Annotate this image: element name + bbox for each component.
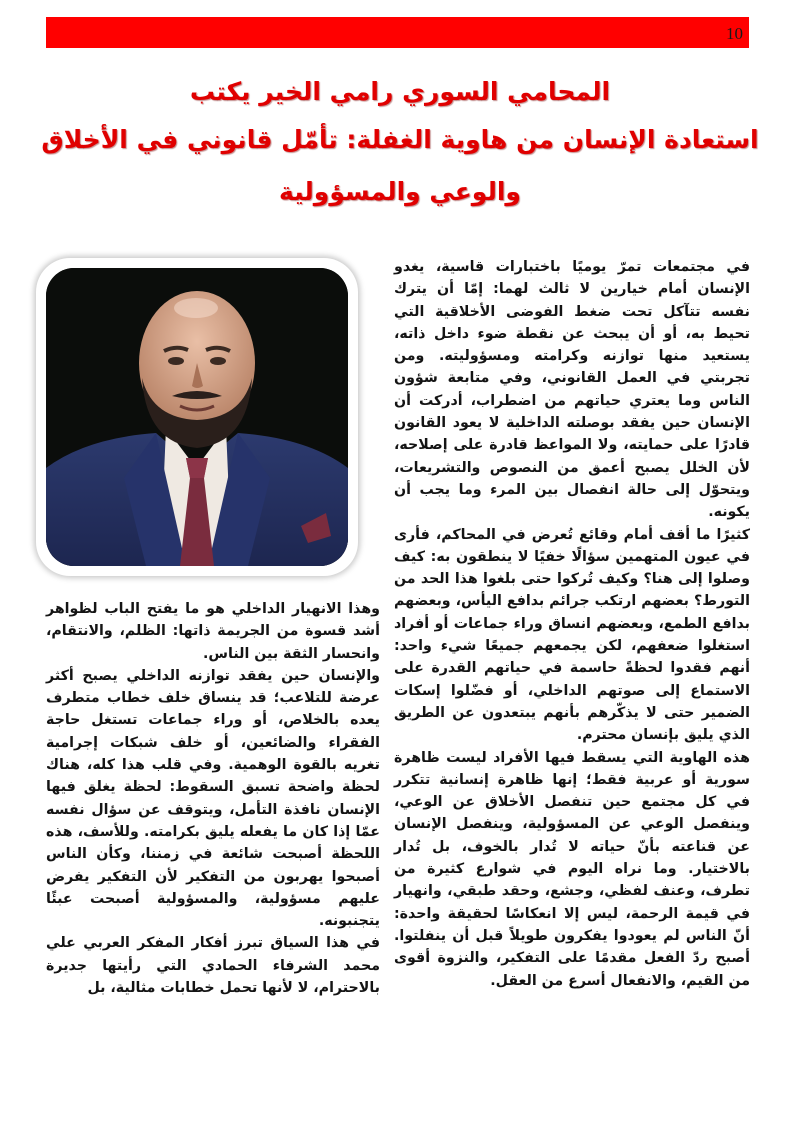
article-titles [40,70,760,218]
article-column-left [46,598,380,999]
paragraph: في مجتمعات تمرّ يوميًا باختبارات قاسية، يغدو الإنسان أمام خيارين لا ثالث لهما: إمّا أن يترك نفسه تتآكل تحت ضغط الفوضى الأخلاقية التي تحيط به، أو أن يبحث عن نقطة ضوء داخل ذاته، يستعيد منها توازنه وكرامته ومسؤوليته. ومن تجربتي في العمل القانوني، وفي متابعة شؤون الناس وما يعتري حياتهم من اضطراب، أدركت أن الإنسان حين يفقد بوصلته الداخلية لا يعود القانون قادرًا على حمايته، ولا المواعظ قادرة على إصلاحه، لأن الخلل يصبح أعمق من النصوص والتشريعات، ويتحوّل إلى حالة انفصال بين المرء وما يجب أن يكونه. [394,259,750,521]
paragraph: والإنسان حين يفقد توازنه الداخلي يصبح أكثر عرضة للتلاعب؛ قد ينساق خلف خطاب متطرف يعده بالخلاص، أو وراء جماعات تستغل حاجة الفقراء والضائعين، أو خلف شبكات إجرامية تغريه بالقوة الوهمية. وفي قلب هذا كله، هناك لحظة واضحة تسبق السقوط: لحظة يغلق فيها الإنسان نافذة التأمل، ويتوقف عن سؤال نفسه عمّا إذا كان ما يفعله يليق بكرامته. وللأسف، هذه اللحظة أصبحت شائعة في زمننا، وكأن الناس أصبحوا يهربون من التفكير لأن التفكير يفرض عليهم مسؤولية، والمسؤولية أصبحت عبئًا يتجنبونه. [46,667,380,930]
page-number: 10 [726,24,743,43]
article-column-right [394,256,750,992]
author-photo [46,268,348,566]
paragraph: في هذا السياق تبرز أفكار المفكر العربي علي محمد الشرفاء الحمادي التي رأيتها جديرة بالاحترام، لا لأنها تحمل خطابات مثالية، بل [46,935,380,997]
article-title-line-2: والوعي والمسؤولية [279,177,521,206]
author-headline: المحامي السوري رامي الخير يكتب [189,77,611,106]
paragraph: وهذا الانهيار الداخلي هو ما يفتح الباب لظواهر أشد قسوة من الجريمة ذاتها: الظلم، والانتقام، وانحسار الثقة بين الناس. [46,601,380,662]
author-photo-frame [36,258,358,576]
paragraph: هذه الهاوية التي يسقط فيها الأفراد ليست ظاهرة سورية أو عربية فقط؛ إنها ظاهرة إنسانية تتكرر في كل مجتمع حين تنفصل الأخلاق عن الوعي، وينفصل الوعي عن المسؤولية، وينفصل الإنسان عن قناعته بأنّ حياته لا تُدار بالخوف، بل تُدار بالاختيار. وما نراه اليوم في شوارع كثيرة من تطرف، وعنف لفظي، وجشع، وحقد طبقي، وانهيار في قيمة الرحمة، ليس إلا انعكاسًا لحقيقة واحدة: أنّ الناس لم يعودوا يفكرون طويلاً قبل أن ينفلتوا. أصبح ردّ الفعل مقدمًا على التفكير، والنزوة أقوى من القيم، والانفعال أسرع من العقل. [394,749,750,989]
paragraph: كثيرًا ما أقف أمام وقائع تُعرض في المحاكم، فأرى في عيون المتهمين سؤالًا خفيًا لا ينطقون به: كيف وصلوا إلى هنا؟ وكيف تُركوا حتى بلغوا هذا الحد من التورط؟ بعضهم ارتكب جرائم بدافع اليأس، وبعضهم بدافع الطمع، وبعضهم انساق وراء جماعات أو أفراد استغلوا ضعفهم، لكن يجمعهم جميعًا شيء واحد: أنهم فقدوا لحظةً حاسمة في حياتهم القدرة على الاستماع إلى صوتهم الداخلي، أو فضّلوا إسكات الضمير حتى لا يذكّرهم بأنهم يبتعدون عن الطريق الذي يليق بإنسان محترم. [394,526,750,744]
portrait-illustration [46,268,348,566]
article-title-line-1: استعادة الإنسان من هاوية الغفلة: تأمّل قانوني في الأخلاق [41,125,759,154]
header-bar [46,17,749,48]
